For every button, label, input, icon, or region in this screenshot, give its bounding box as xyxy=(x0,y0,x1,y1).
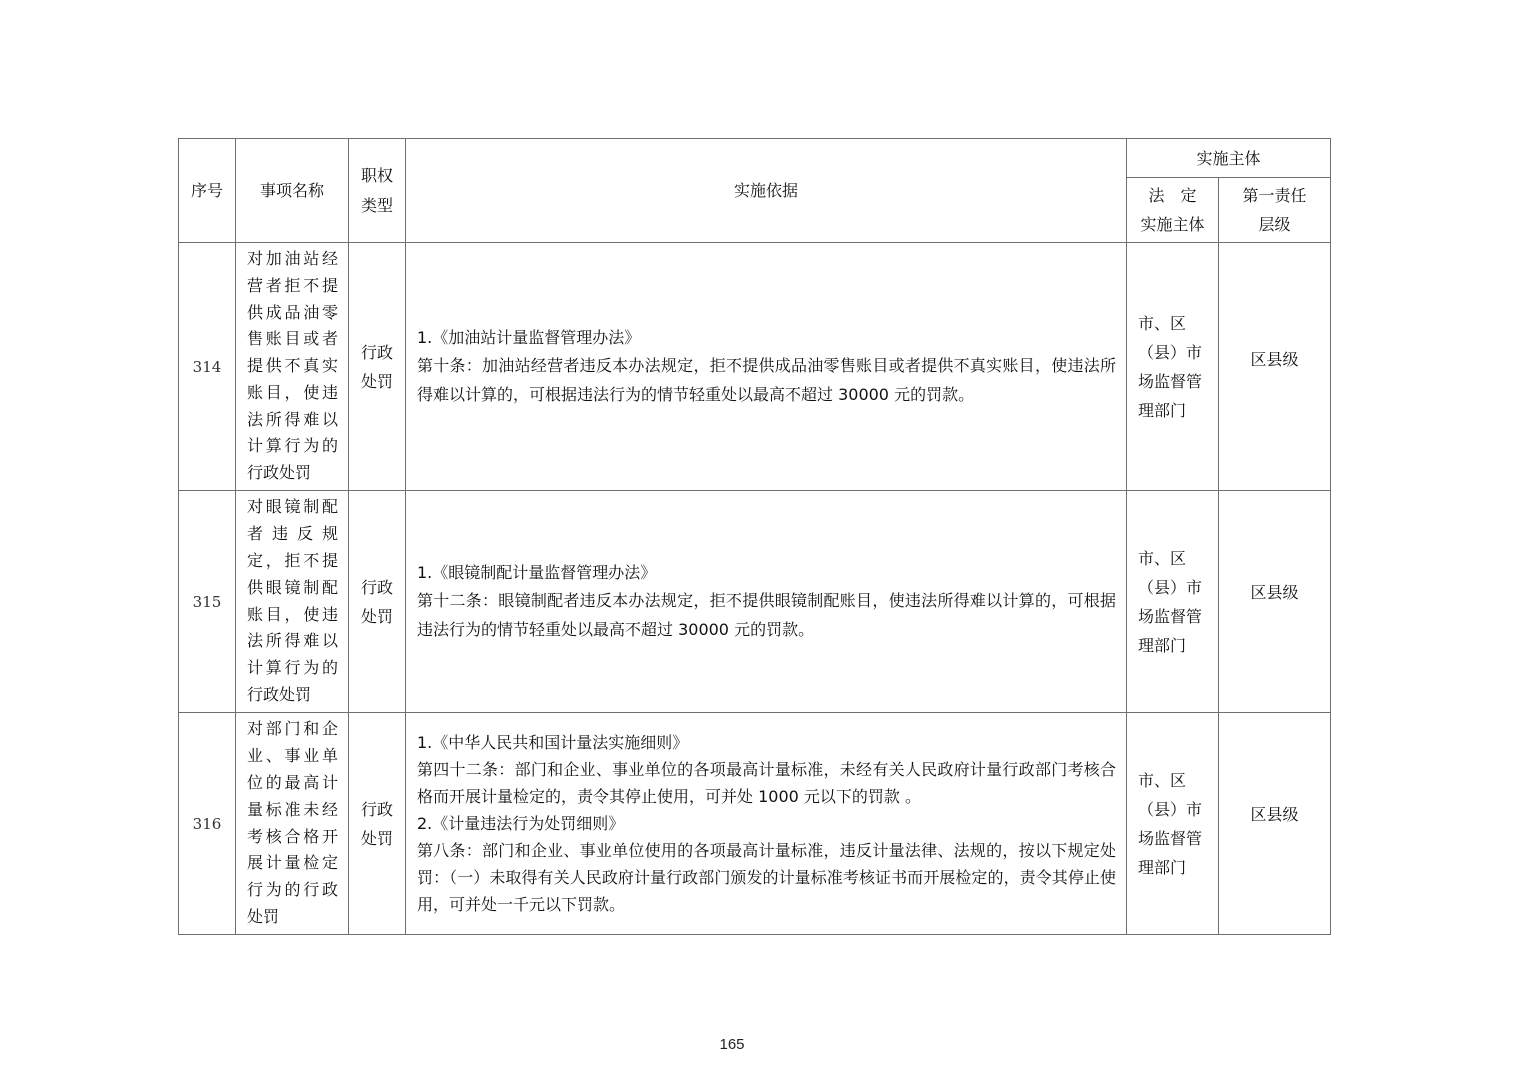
header-name: 事项名称 xyxy=(236,139,349,243)
header-legal-subject: 法 定 实施主体 xyxy=(1127,178,1219,243)
header-subject-group: 实施主体 xyxy=(1127,139,1331,178)
basis-title: 1.《眼镜制配计量监督管理办法》 xyxy=(417,562,657,582)
table-row xyxy=(179,243,1331,491)
level-text: 区县级 xyxy=(1250,583,1299,602)
row-number: 315 xyxy=(179,491,236,713)
responsibility-level xyxy=(1219,491,1331,713)
page-number: 165 xyxy=(719,1036,745,1053)
level-text: 区县级 xyxy=(1250,805,1299,824)
authority-matrix-table xyxy=(178,138,1331,935)
table-row xyxy=(179,491,1331,713)
authority-type: 行政 处罚 xyxy=(349,491,406,713)
basis-text: 第十条：加油站经营者违反本办法规定，拒不提供成品油零售账目或者提供不真实账目，使违法所得难以计算的，可根据违法行为的情节轻重处以最高不超过 30000 元的罚款。 xyxy=(417,356,1116,404)
responsibility-level xyxy=(1219,243,1331,491)
item-name: 对加油站经营者拒不提供成品油零售账目或者提供不真实账目，使违法所得难以计算行为的行政处罚 xyxy=(236,243,349,491)
legal-subject: 市、区（县）市场监督管理部门 xyxy=(1127,491,1219,713)
basis-title: 1.《中华人民共和国计量法实施细则》 xyxy=(417,733,689,752)
level-text: 区县级 xyxy=(1250,350,1299,369)
legal-subject: 市、区（县）市场监督管理部门 xyxy=(1127,713,1219,935)
header-responsibility-level: 第一责任 层级 xyxy=(1219,178,1331,243)
header-number: 序号 xyxy=(179,139,236,243)
authority-type: 行政 处罚 xyxy=(349,243,406,491)
header-type-label: 职权类型 xyxy=(360,165,393,215)
basis-text: 第四十二条：部门和企业、事业单位的各项最高计量标准，未经有关人民政府计量行政部门考核合格而开展计量检定的，责令其停止使用，可并处 1000 元以下的罚款 。 xyxy=(417,760,1116,806)
responsibility-level xyxy=(1219,713,1331,935)
row-number: 314 xyxy=(179,243,236,491)
header-type xyxy=(349,139,406,243)
legal-basis xyxy=(406,491,1127,713)
legal-basis xyxy=(406,713,1127,935)
basis-text: 第八条：部门和企业、事业单位使用的各项最高计量标准，违反计量法律、法规的，按以下规定处罚：（一）未取得有关人民政府计量行政部门颁发的计量标准考核证书而开展检定的，责令其停止使用，可并处一千元以下罚款。 xyxy=(417,841,1116,914)
row-number: 316 xyxy=(179,713,236,935)
item-name: 对部门和企业、事业单位的最高计量标准未经考核合格开展计量检定行为的行政处罚 xyxy=(236,713,349,935)
authority-type: 行政 处罚 xyxy=(349,713,406,935)
header-basis: 实施依据 xyxy=(406,139,1127,243)
basis-text: 第十二条：眼镜制配者违反本办法规定，拒不提供眼镜制配账目，使违法所得难以计算的，可根据违法行为的情节轻重处以最高不超过 30000 元的罚款。 xyxy=(417,591,1116,639)
table-row xyxy=(179,713,1331,935)
legal-subject: 市、区（县）市场监督管理部门 xyxy=(1127,243,1219,491)
legal-basis xyxy=(406,243,1127,491)
item-name: 对眼镜制配者违反规定，拒不提供眼镜制配账目，使违法所得难以计算行为的行政处罚 xyxy=(236,491,349,713)
basis-title: 2.《计量违法行为处罚细则》 xyxy=(417,814,625,833)
basis-title: 1.《加油站计量监督管理办法》 xyxy=(417,327,641,347)
